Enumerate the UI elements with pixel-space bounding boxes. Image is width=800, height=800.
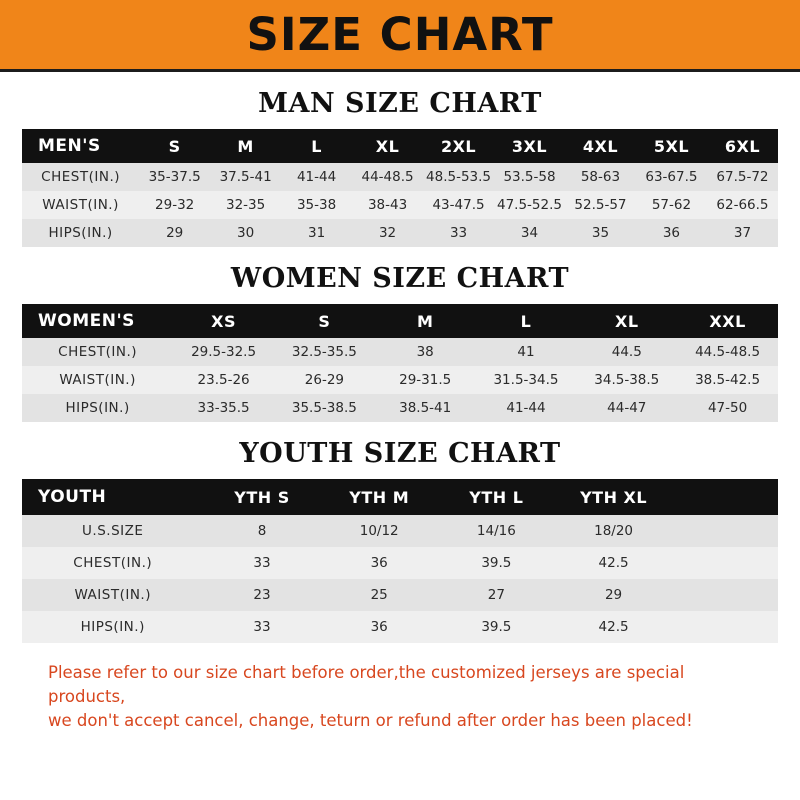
table-row	[22, 191, 778, 219]
women-table-head	[22, 304, 778, 338]
table-row	[22, 338, 778, 366]
table-row	[22, 163, 778, 191]
women-waist-s: 26-29	[274, 366, 375, 394]
men-header-3xl: 3XL	[494, 129, 565, 163]
table-header-row	[22, 304, 778, 338]
table-header-row	[22, 129, 778, 163]
youth-chest-l: 39.5	[438, 547, 555, 579]
youth-header-s: YTH S	[203, 479, 320, 515]
men-header-6xl: 6XL	[707, 129, 778, 163]
men-header-4xl: 4XL	[565, 129, 636, 163]
women-header-s: S	[274, 304, 375, 338]
men-header-m: M	[210, 129, 281, 163]
youth-chest-xl: 42.5	[555, 547, 672, 579]
men-hips-3xl: 34	[494, 219, 565, 247]
men-waist-6xl: 62-66.5	[707, 191, 778, 219]
men-chest-xl: 44-48.5	[352, 163, 423, 191]
women-hips-xl: 44-47	[576, 394, 677, 422]
men-hips-4xl: 35	[565, 219, 636, 247]
men-chest-5xl: 63-67.5	[636, 163, 707, 191]
youth-header-l: YTH L	[438, 479, 555, 515]
youth-hips-s: 33	[203, 611, 320, 643]
women-hips-m: 38.5-41	[375, 394, 476, 422]
women-waist-xl: 34.5-38.5	[576, 366, 677, 394]
men-section-title: MAN SIZE CHART	[258, 88, 542, 119]
women-waist-xs: 23.5-26	[173, 366, 274, 394]
men-chest-m: 37.5-41	[210, 163, 281, 191]
men-chest-6xl: 67.5-72	[707, 163, 778, 191]
table-row	[22, 611, 778, 643]
youth-waist-m: 25	[321, 579, 438, 611]
men-hips-label: HIPS(IN.)	[22, 219, 139, 247]
content-area	[0, 88, 800, 733]
men-hips-m: 30	[210, 219, 281, 247]
women-waist-m: 29-31.5	[375, 366, 476, 394]
women-section-title: WOMEN SIZE CHART	[230, 263, 570, 294]
men-header-xl: XL	[352, 129, 423, 163]
women-header-l: L	[476, 304, 577, 338]
table-header-row	[22, 479, 778, 515]
youth-chest-m: 36	[321, 547, 438, 579]
table-row	[22, 579, 778, 611]
youth-ussize-s: 8	[203, 515, 320, 547]
men-hips-2xl: 33	[423, 219, 494, 247]
youth-section-title: YOUTH SIZE CHART	[239, 438, 561, 469]
men-hips-xl: 32	[352, 219, 423, 247]
men-header-2xl: 2XL	[423, 129, 494, 163]
women-hips-label: HIPS(IN.)	[22, 394, 173, 422]
youth-hips-m: 36	[321, 611, 438, 643]
youth-table-head	[22, 479, 778, 515]
page-banner	[0, 0, 800, 72]
women-header-m: M	[375, 304, 476, 338]
youth-hips-xl: 42.5	[555, 611, 672, 643]
youth-table-body	[22, 515, 778, 643]
footnote	[22, 661, 778, 733]
women-waist-l: 31.5-34.5	[476, 366, 577, 394]
men-table-head	[22, 129, 778, 163]
youth-waist-xl: 29	[555, 579, 672, 611]
youth-header-xl: YTH XL	[555, 479, 672, 515]
men-hips-6xl: 37	[707, 219, 778, 247]
youth-ussize-l: 14/16	[438, 515, 555, 547]
women-header-label: WOMEN'S	[22, 304, 173, 338]
women-hips-l: 41-44	[476, 394, 577, 422]
men-chest-3xl: 53.5-58	[494, 163, 565, 191]
women-header-xl: XL	[576, 304, 677, 338]
women-chest-s: 32.5-35.5	[274, 338, 375, 366]
men-waist-m: 32-35	[210, 191, 281, 219]
men-waist-label: WAIST(IN.)	[22, 191, 139, 219]
women-size-table	[22, 304, 778, 422]
women-chest-m: 38	[375, 338, 476, 366]
youth-chest-s: 33	[203, 547, 320, 579]
youth-header-label: YOUTH	[22, 479, 203, 515]
table-row	[22, 515, 778, 547]
youth-waist-s: 23	[203, 579, 320, 611]
page-title: SIZE CHART	[246, 8, 554, 61]
women-chest-label: CHEST(IN.)	[22, 338, 173, 366]
youth-size-table	[22, 479, 778, 643]
men-waist-xl: 38-43	[352, 191, 423, 219]
men-waist-5xl: 57-62	[636, 191, 707, 219]
men-waist-s: 29-32	[139, 191, 210, 219]
women-chest-xl: 44.5	[576, 338, 677, 366]
men-header-l: L	[281, 129, 352, 163]
youth-ussize-m: 10/12	[321, 515, 438, 547]
men-chest-s: 35-37.5	[139, 163, 210, 191]
women-hips-xxl: 47-50	[677, 394, 778, 422]
youth-hips-label: HIPS(IN.)	[22, 611, 203, 643]
men-hips-s: 29	[139, 219, 210, 247]
women-chest-xxl: 44.5-48.5	[677, 338, 778, 366]
men-chest-4xl: 58-63	[565, 163, 636, 191]
youth-waist-label: WAIST(IN.)	[22, 579, 203, 611]
youth-waist-spacer	[672, 579, 778, 611]
men-header-s: S	[139, 129, 210, 163]
women-size-section	[22, 263, 778, 422]
youth-header-m: YTH M	[321, 479, 438, 515]
men-size-table	[22, 129, 778, 247]
men-waist-4xl: 52.5-57	[565, 191, 636, 219]
women-header-xxl: XXL	[677, 304, 778, 338]
youth-ussize-xl: 18/20	[555, 515, 672, 547]
women-chest-xs: 29.5-32.5	[173, 338, 274, 366]
youth-chest-spacer	[672, 547, 778, 579]
footnote-line-1: Please refer to our size chart before order,the customized jerseys are special products,	[48, 663, 685, 706]
women-hips-xs: 33-35.5	[173, 394, 274, 422]
women-chest-l: 41	[476, 338, 577, 366]
men-waist-2xl: 43-47.5	[423, 191, 494, 219]
women-header-xs: XS	[173, 304, 274, 338]
men-waist-l: 35-38	[281, 191, 352, 219]
men-hips-l: 31	[281, 219, 352, 247]
table-row	[22, 547, 778, 579]
men-size-section	[22, 88, 778, 247]
men-hips-5xl: 36	[636, 219, 707, 247]
women-hips-s: 35.5-38.5	[274, 394, 375, 422]
table-row	[22, 366, 778, 394]
women-table-body	[22, 338, 778, 422]
men-chest-l: 41-44	[281, 163, 352, 191]
men-header-label: MEN'S	[22, 129, 139, 163]
footnote-line-2: we don't accept cancel, change, teturn or refund after order has been placed!	[48, 710, 693, 730]
men-table-body	[22, 163, 778, 247]
youth-size-section	[22, 438, 778, 643]
youth-ussize-label: U.S.SIZE	[22, 515, 203, 547]
men-header-5xl: 5XL	[636, 129, 707, 163]
youth-hips-l: 39.5	[438, 611, 555, 643]
youth-chest-label: CHEST(IN.)	[22, 547, 203, 579]
youth-hips-spacer	[672, 611, 778, 643]
youth-ussize-spacer	[672, 515, 778, 547]
women-waist-xxl: 38.5-42.5	[677, 366, 778, 394]
table-row	[22, 394, 778, 422]
men-chest-2xl: 48.5-53.5	[423, 163, 494, 191]
youth-header-spacer	[672, 479, 778, 515]
women-waist-label: WAIST(IN.)	[22, 366, 173, 394]
youth-waist-l: 27	[438, 579, 555, 611]
men-waist-3xl: 47.5-52.5	[494, 191, 565, 219]
table-row	[22, 219, 778, 247]
men-chest-label: CHEST(IN.)	[22, 163, 139, 191]
